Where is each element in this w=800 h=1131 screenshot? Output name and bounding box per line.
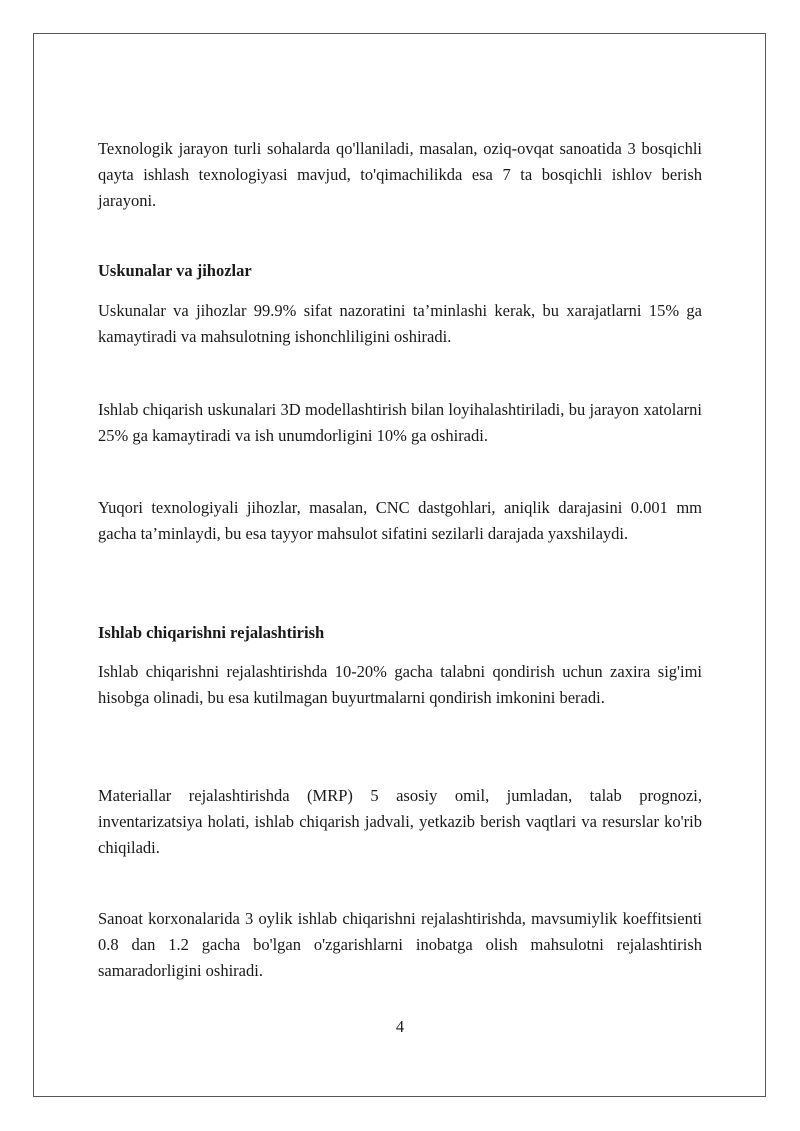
- paragraph-mavsumiylik: Sanoat korxonalarida 3 oylik ishlab chiqarishni rejalashtirishda, mavsumiylik koeffitsienti 0.8 dan 1.2 gacha bo'lgan o'zgarishlarni inobatga olish mahsulotni rejalashtirish samaradorligini oshiradi.: [98, 909, 702, 980]
- page-number: 4: [395, 1017, 405, 1036]
- paragraph-zaxira-sigimi: Ishlab chiqarishni rejalashtirishda 10-20% gacha talabni qondirish uchun zaxira sig'imi hisobga olinadi, bu esa kutilmagan buyurtmalarni qondirish imkonini beradi.: [98, 662, 702, 707]
- paragraph-3d-modellashtirish: Ishlab chiqarish uskunalari 3D modellashtirish bilan loyihalashtiriladi, bu jarayon xatolarni 25% ga kamaytiradi va ish unumdorligini 10% ga oshiradi.: [98, 400, 702, 445]
- heading-uskunalar-va-jihozlar: Uskunalar va jihozlar: [98, 261, 252, 280]
- paragraph-sifat-nazorati: Uskunalar va jihozlar 99.9% sifat nazoratini ta’minlashi kerak, bu xarajatlarni 15% ga kamaytiradi va mahsulotning ishonchliligini oshiradi.: [98, 301, 702, 346]
- paragraph-texnologik-jarayon: Texnologik jarayon turli sohalarda qo'llaniladi, masalan, oziq-ovqat sanoatida 3 bosqichli qayta ishlash texnologiyasi mavjud, to'qimachilikda esa 7 ta bosqichli ishlov berish jarayoni.: [98, 139, 702, 210]
- paragraph-cnc-dastgohlari: Yuqori texnologiyali jihozlar, masalan, CNC dastgohlari, aniqlik darajasini 0.001 mm gacha ta’minlaydi, bu esa tayyor mahsulot sifatini sezilarli darajada yaxshilaydi.: [98, 498, 702, 543]
- paragraph-mrp: Materiallar rejalashtirishda (MRP) 5 asosiy omil, jumladan, talab prognozi, inventarizatsiya holati, ishlab chiqarish jadvali, yetkazib berish vaqtlari va resurslar ko'rib chiqiladi.: [98, 786, 702, 857]
- heading-ishlab-chiqarishni-rejalashtirish: Ishlab chiqarishni rejalashtirish: [98, 623, 325, 642]
